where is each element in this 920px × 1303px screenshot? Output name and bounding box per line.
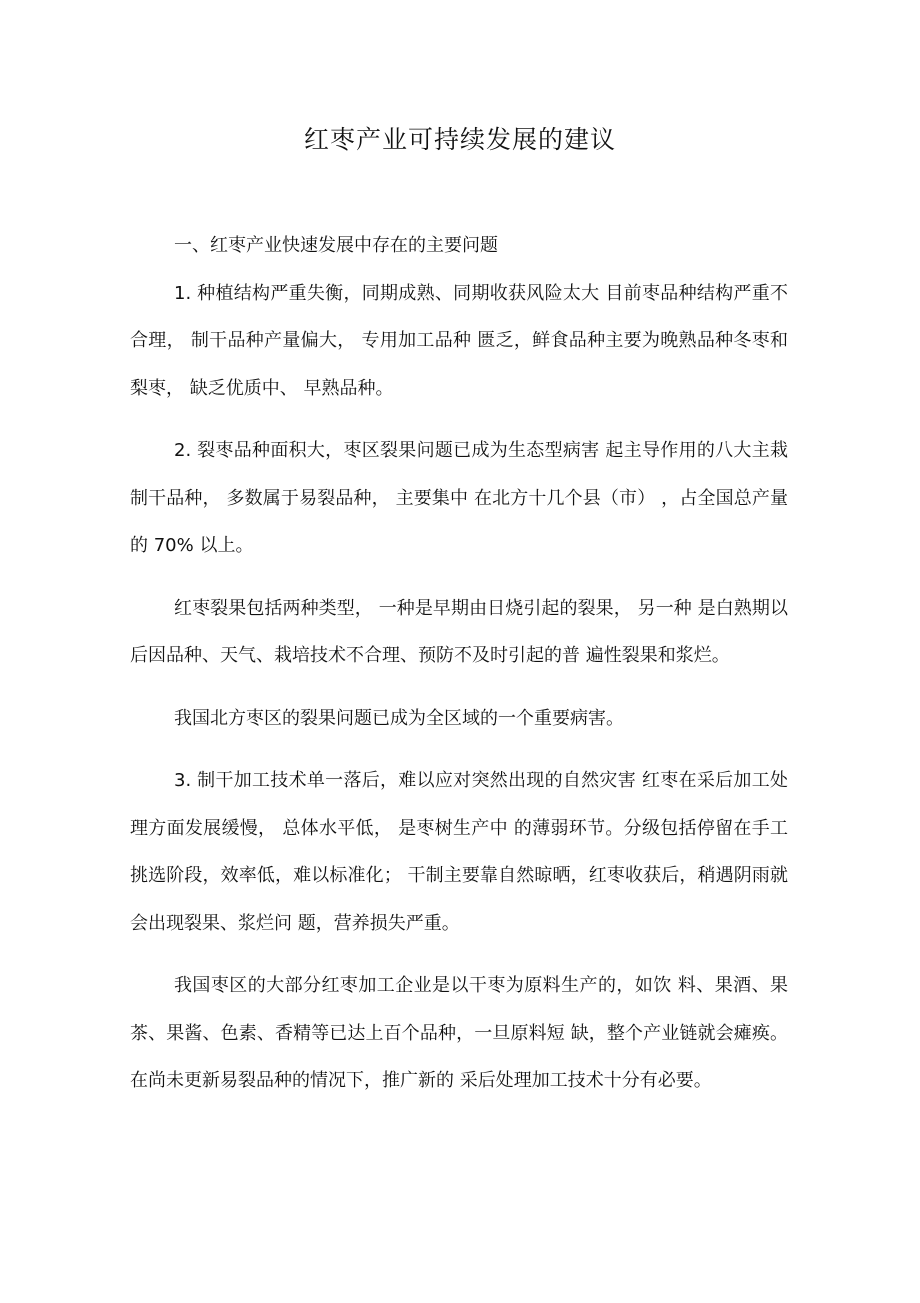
document-body [130, 222, 788, 1120]
paragraph-northern-cracking: 我国北方枣区的裂果问题已成为全区域的一个重要病害。 [174, 707, 624, 729]
paragraph-cracking-types: 红枣裂果包括两种类型， 一种是早期由日烧引起的裂果， 另一种 是白熟期以后因品种、天气、栽培技术不合理、预防不及时引起的普 遍性裂果和浆烂。 [130, 597, 788, 666]
section-heading: 一、红枣产业快速发展中存在的主要问题 [174, 235, 498, 256]
paragraph-processing-enterprises: 我国枣区的大部分红枣加工企业是以干枣为原料生产的，如饮 料、果酒、果茶、果酱、色素、香精等已达上百个品种，一旦原料短 缺，整个产业链就会瘫痪。 在尚未更新易裂品种的情况下，推广新的 采后处理加工技术十分有必要。 [130, 975, 788, 1091]
document-title: 红枣产业可持续发展的建议 [303, 125, 616, 154]
paragraph-planting-structure: 1. 种植结构严重失衡，同期成熟、同期收获风险太大 目前枣品种结构严重不合理， 制干品种产量偏大， 专用加工品种 匮乏，鲜食品种主要为晚熟品种冬枣和梨枣， 缺乏优质中、 早熟品种。 [130, 282, 788, 399]
paragraph-cracking-varieties: 2. 裂枣品种面积大，枣区裂果问题已成为生态型病害 起主导作用的八大主栽制干品种， 多数属于易裂品种， 主要集中 在北方十几个县（市） ，占全国总产量的 70% 以上。 [130, 440, 788, 556]
paragraph-processing-technology: 3. 制干加工技术单一落后，难以应对突然出现的自然灾害 红枣在采后加工处理方面发展缓慢， 总体水平低， 是枣树生产中 的薄弱环节。分级包括停留在手工挑选阶段，效率低，难以标准化； 干制主要靠自然晾晒，红枣收获后，稍遇阴雨就会出现裂果、浆烂问 题，营养损失严重。 [130, 770, 788, 934]
